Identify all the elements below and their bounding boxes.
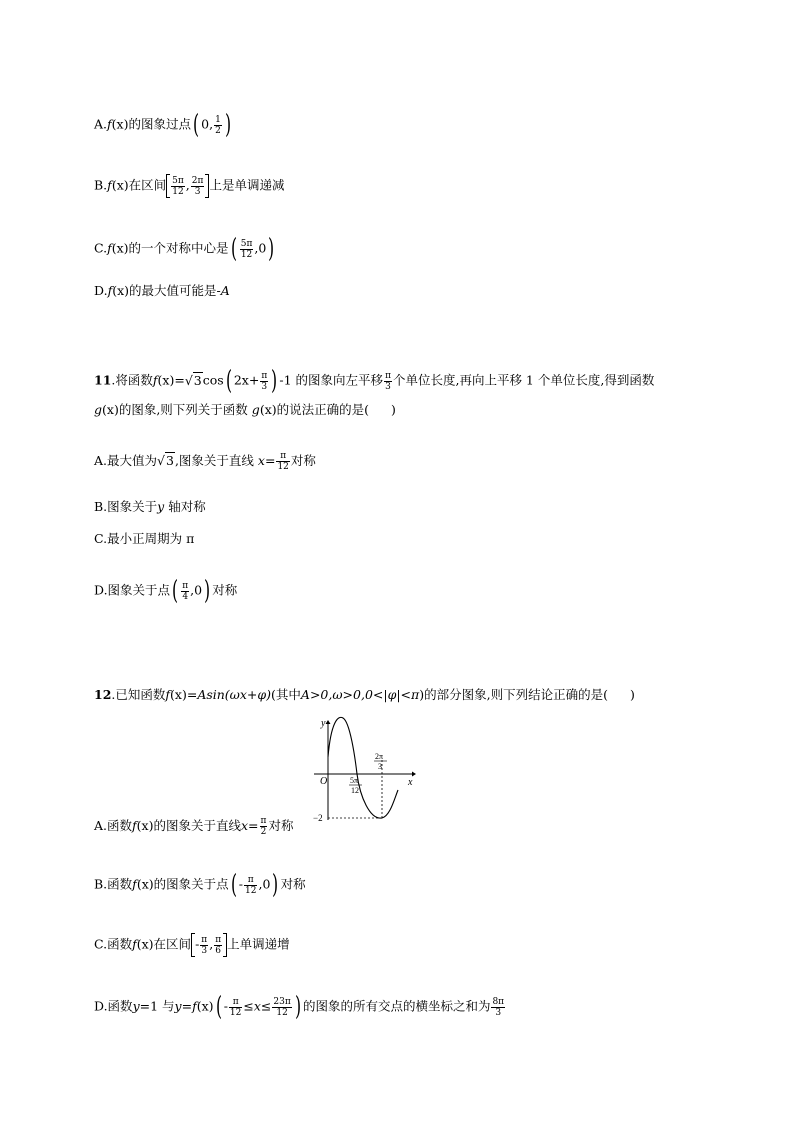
fraction: $\frac{\pi}{2}$ — [260, 816, 267, 837]
fraction: $\frac{2\pi}{3}$ — [191, 175, 204, 197]
tick-5pi12-den: 12 — [351, 786, 359, 795]
q11-stem-line2: g(x)的图象,则下列关于函数 g(x)的说法正确的是( ) — [94, 402, 396, 417]
fraction: $\frac{\pi}{3}$ — [201, 934, 208, 956]
sqrt-symbol: √3 — [157, 453, 174, 468]
fraction: $\frac{\pi}{4}$ — [182, 580, 189, 602]
x-axis-arrow — [412, 772, 416, 777]
x-axis-label: x — [408, 777, 413, 788]
min-value-label: −2 — [313, 813, 323, 823]
fraction: $\frac{\pi}{12}$ — [229, 996, 242, 1018]
q11-option-c: C.最小正周期为 π — [94, 531, 195, 546]
q10-option-c: C.f(x)的一个对称中心是( $\frac{5\pi}{12}$ ,0) — [94, 234, 275, 264]
sine-curve — [328, 717, 398, 818]
fraction: $\frac{8\pi}{3}$ — [492, 996, 505, 1018]
sqrt-symbol: √3 — [184, 372, 202, 388]
tick-2pi3-num: 2π — [375, 752, 384, 761]
origin-label: O — [320, 776, 328, 787]
fraction: $\frac{\pi}{12}$ — [245, 874, 257, 896]
fraction: $\frac{\pi}{3}$ — [261, 370, 268, 392]
q12-option-d: D.函数y=1 与y=f(x)( - $\frac{\pi}{12}$ ≤x≤ $\frac{23\pi}{12}$ ) 的图象的所有交点的横坐标之和为 $\frac{8\pi}{3}$ — [94, 992, 505, 1022]
fraction: $\frac{\pi}{6}$ — [215, 934, 222, 956]
q10-option-b: B.f(x)在区间 $\frac{5\pi}{12}$ , $\frac{2\pi}{3}$ 上是单调递减 — [94, 175, 285, 197]
fraction: $\frac{\pi}{3}$ — [385, 370, 391, 392]
q11-option-b: B.图象关于y 轴对称 — [94, 499, 206, 514]
q12-stem: 12.已知函数f(x)=Asin(ωx+φ)(其中A>0,ω>0,0<|φ|<π)的部分图象,则下列结论正确的是( ) — [94, 687, 635, 702]
fraction: $\frac{23\pi}{12}$ — [273, 996, 291, 1018]
q12-option-a: A.函数f(x)的图象关于直线x= $\frac{\pi}{2}$ 对称 — [94, 816, 294, 837]
q12-option-c: C.函数f(x)在区间 - $\frac{\pi}{3}$ , $\frac{\pi}{6}$ 上单调递增 — [94, 934, 290, 956]
function-graph — [308, 712, 418, 824]
fraction: $\frac{5\pi}{12}$ — [240, 238, 253, 260]
tick-5pi12-num: 5π — [350, 776, 359, 785]
q12-option-b: B.函数f(x)的图象关于点( - $\frac{\pi}{12}$ ,0) 对称 — [94, 870, 306, 900]
q11-option-a: A.最大值为√3,图象关于直线 x= $\frac{\pi}{12}$ 对称 — [94, 451, 316, 472]
q10-option-d: D.f(x)的最大值可能是-A — [94, 283, 230, 298]
q11-stem-line1: 11.将函数f(x)=√3cos( 2x+ $\frac{\pi}{3}$ ) -1 的图象向左平移 $\frac{\pi}{3}$ 个单位长度,再向上平移 1 个单位长度,得到函数 — [94, 366, 655, 396]
q10-option-a: A.f(x)的图象过点( 0, $\frac{1}{2}$ ) — [94, 110, 231, 140]
fraction: $\frac{5\pi}{12}$ — [172, 175, 184, 197]
fraction: $\frac{1}{2}$ — [215, 114, 221, 136]
fraction: $\frac{\pi}{12}$ — [277, 451, 289, 472]
tick-2pi3-den: 3 — [378, 762, 382, 771]
y-axis-label: y — [321, 718, 326, 729]
q11-option-d: D.图象关于点( $\frac{\pi}{4}$ ,0) 对称 — [94, 576, 238, 606]
y-axis-arrow — [326, 720, 331, 724]
